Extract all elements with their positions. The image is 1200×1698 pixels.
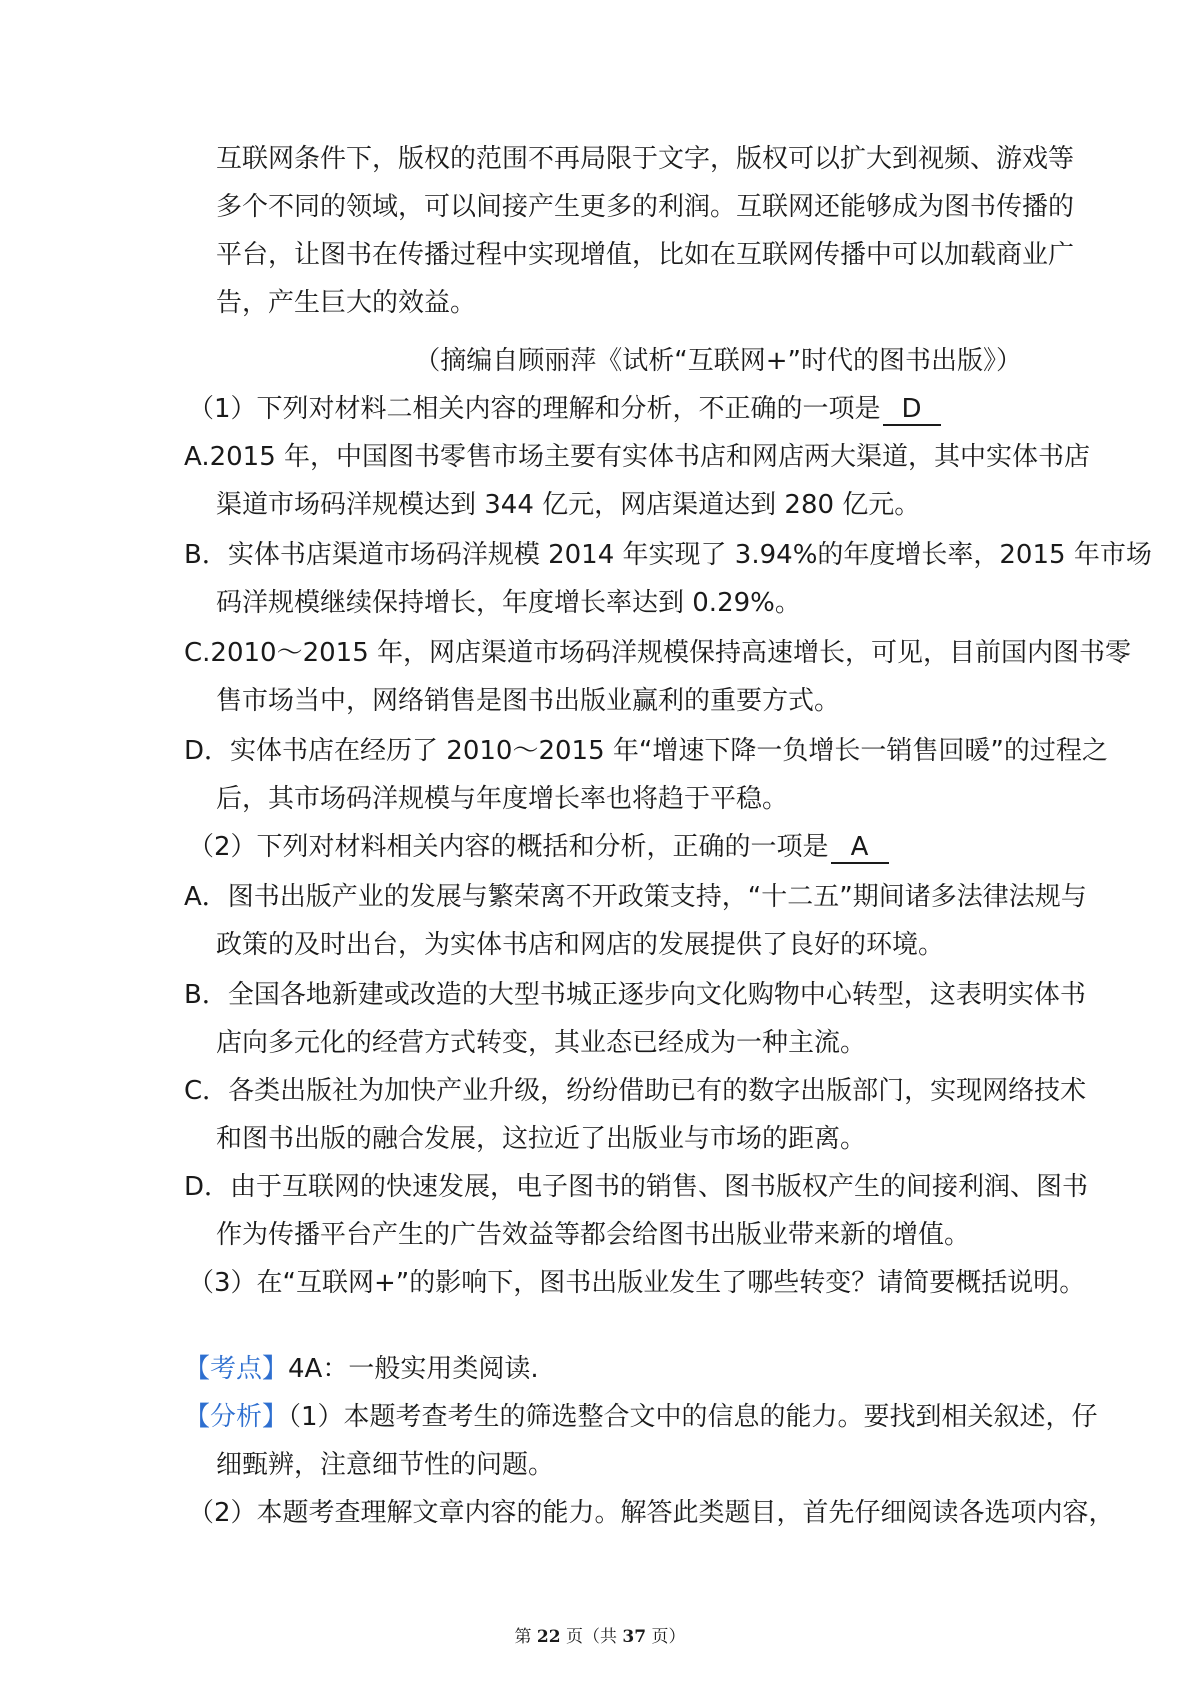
passage-source: （摘编自顾丽萍《试析“互联网+”时代的图书出版》） (414, 346, 1022, 376)
q1-option-c: C.2010～2015 年，网店渠道市场码洋规模保持高速增长，可见，目前国内图书零 (184, 638, 1132, 668)
q2-option-c-cont: 和图书出版的融合发展，这拉近了出版业与市场的距离。 (216, 1124, 867, 1154)
fenxi-line-2: （2）本题考查理解文章内容的能力。解答此类题目，首先仔细阅读各选项内容， (188, 1498, 1115, 1528)
q1-option-c-cont: 售市场当中，网络销售是图书出版业赢利的重要方式。 (216, 686, 841, 716)
footer-middle: 页（共 (566, 1627, 617, 1647)
kaodian-line (184, 1352, 539, 1386)
question-stem-text: （2）下列对材料相关内容的概括和分析，正确的一项是 (188, 832, 829, 862)
q2-option-a: A．图书出版产业的发展与繁荣离不开政策支持，“十二五”期间诸多法律法规与 (184, 882, 1087, 912)
q1-option-d-cont: 后，其市场码洋规模与年度增长率也将趋于平稳。 (216, 784, 789, 814)
q2-option-d-cont: 作为传播平台产生的广告效益等都会给图书出版业带来新的增值。 (216, 1220, 971, 1250)
answer-blank: A (831, 832, 889, 864)
footer-suffix: 页） (651, 1627, 686, 1647)
passage-line: 告，产生巨大的效益。 (216, 288, 477, 318)
passage-line: 多个不同的领域，可以间接产生更多的利润。互联网还能够成为图书传播的 (216, 192, 1075, 222)
q1-option-b: B．实体书店渠道市场码洋规模 2014 年实现了 3.94%的年度增长率，2015 年市场 (184, 540, 1152, 570)
q1-option-b-cont: 码洋规模继续保持增长，年度增长率达到 0.29%。 (216, 588, 801, 618)
q1-option-a: A.2015 年，中国图书零售市场主要有实体书店和网店两大渠道，其中实体书店 (184, 442, 1091, 472)
page-footer (0, 1626, 1200, 1648)
answer-blank: D (883, 394, 941, 426)
q1-option-a-cont: 渠道市场码洋规模达到 344 亿元，网店渠道达到 280 亿元。 (216, 490, 921, 520)
fenxi-tag: 【分析】 (184, 1402, 289, 1432)
passage-line: 互联网条件下，版权的范围不再局限于文字，版权可以扩大到视频、游戏等 (216, 144, 1075, 174)
fenxi-line (184, 1400, 1098, 1434)
question-3-stem: （3）在“互联网+”的影响下，图书出版业发生了哪些转变？请简要概括说明。 (188, 1268, 1086, 1298)
total-page-number: 37 (622, 1627, 647, 1647)
q1-option-d: D．实体书店在经历了 2010～2015 年“增速下降一负增长一销售回暖”的过程之 (184, 736, 1108, 766)
footer-prefix: 第 (514, 1627, 532, 1647)
q2-option-c: C．各类出版社为加快产业升级，纷纷借助已有的数字出版部门，实现网络技术 (184, 1076, 1087, 1106)
kaodian-text: 4A：一般实用类阅读. (288, 1354, 539, 1384)
question-2-stem (188, 830, 889, 864)
passage-line: 平台，让图书在传播过程中实现增值，比如在互联网传播中可以加载商业广 (216, 240, 1075, 270)
fenxi-text: （1）本题考查考生的筛选整合文中的信息的能力。要找到相关叙述，仔 (288, 1402, 1098, 1432)
q2-option-b-cont: 店向多元化的经营方式转变，其业态已经成为一种主流。 (216, 1028, 867, 1058)
kaodian-tag: 【考点】 (184, 1354, 289, 1384)
current-page-number: 22 (536, 1627, 561, 1647)
question-1-stem (188, 392, 941, 426)
fenxi-line-cont: 细甄辨，注意细节性的问题。 (216, 1450, 555, 1480)
q2-option-d: D．由于互联网的快速发展，电子图书的销售、图书版权产生的间接利润、图书 (184, 1172, 1089, 1202)
q2-option-a-cont: 政策的及时出台，为实体书店和网店的发展提供了良好的环境。 (216, 930, 945, 960)
question-stem-text: （1）下列对材料二相关内容的理解和分析，不正确的一项是 (188, 394, 881, 424)
q2-option-b: B．全国各地新建或改造的大型书城正逐步向文化购物中心转型，这表明实体书 (184, 980, 1086, 1010)
